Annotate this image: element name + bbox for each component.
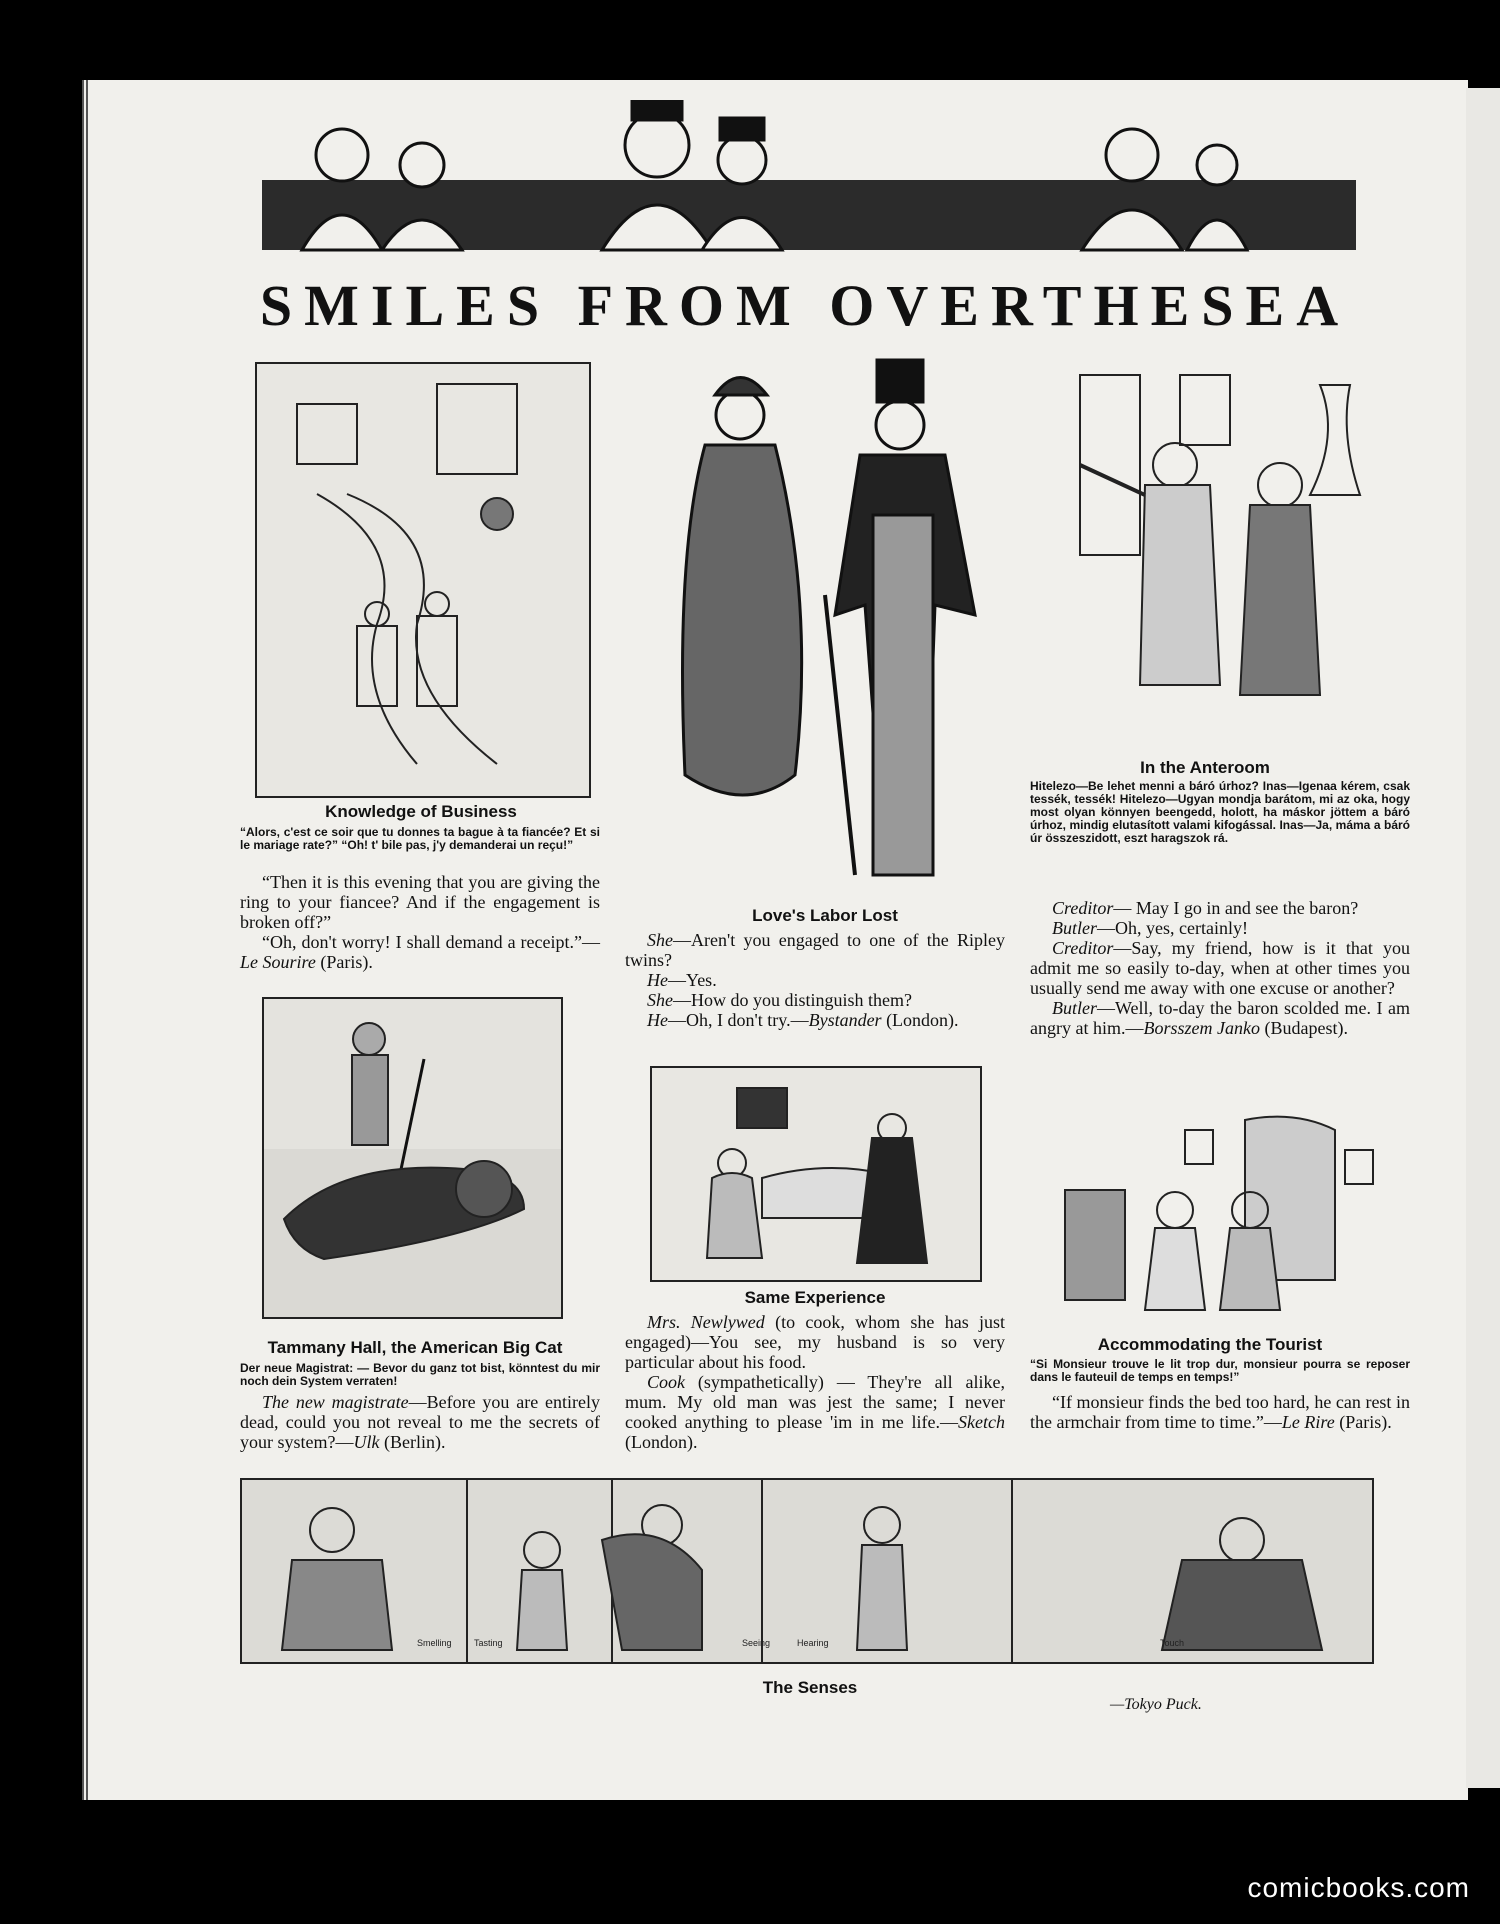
page-title: SMILES FROM OVERTHESEA (259, 273, 1351, 338)
header-figures (262, 100, 1356, 260)
tammany-line (240, 1392, 600, 1452)
anteroom-text-4: —Well, to-day the baron scolded me. I am angry at him.— (1030, 998, 1410, 1038)
love-line-1 (625, 930, 1005, 970)
love-speaker-4: He (647, 1010, 668, 1030)
loves-labor-lost-illustration (655, 355, 1000, 900)
senses-label-seeing: Seeing (742, 1638, 771, 1648)
love-text-2: —Yes. (668, 970, 717, 990)
loves-labor-caption: Love's Labor Lost (752, 906, 898, 925)
anteroom-source-place: (Budapest). (1259, 1018, 1348, 1038)
love-source: Bystander (808, 1010, 882, 1030)
same-line-2 (625, 1372, 1005, 1452)
tourist-text (1030, 1392, 1410, 1432)
tourist-source-place: (Paris). (1334, 1412, 1392, 1432)
anteroom-speaker-4: Butler (1052, 998, 1097, 1018)
tammany-illustration (262, 997, 563, 1319)
tourist-caption: Accommodating the Tourist (1097, 1335, 1323, 1354)
anteroom-foreign-text: Hitelezo—Be lehet menni a báró úrhoz? Inas—Igenaa kérem, csak tessék, tessék! Hitelezo—Ugyan mondja barátom, mi az oka, hogy most olyan könnyen beengedd, holott, ha máskor jöttem a báró úrhoz, mindig elutasított valami kifogással. Inas—Ja, máma a báró úr összeszidott, eszt haragszok rá. (1030, 779, 1410, 845)
love-line-3 (625, 990, 1005, 1010)
love-text-4: —Oh, I don't try.— (668, 1010, 809, 1030)
same-source-place: (London). (625, 1432, 698, 1452)
love-speaker-3: She (647, 990, 673, 1010)
knowledge-caption: Knowledge of Business (325, 802, 517, 821)
anteroom-line-2 (1030, 918, 1410, 938)
next-page-edge (1466, 88, 1500, 1788)
header-illustration (262, 100, 1356, 260)
anteroom-source: Borsszem Janko (1143, 1018, 1260, 1038)
tourist-illustration (1045, 1110, 1375, 1325)
site-watermark: comicbooks.com (1247, 1872, 1470, 1903)
the-senses-credit: —Tokyo Puck. (1110, 1696, 1202, 1713)
knowledge-source: Le Sourire (240, 952, 316, 972)
anteroom-text-1: — May I go in and see the baron? (1113, 898, 1359, 918)
love-text-3: —How do you distinguish them? (673, 990, 912, 1010)
knowledge-line-2 (240, 932, 600, 972)
anteroom-speaker-1: Creditor (1052, 898, 1114, 918)
anteroom-line-3 (1030, 938, 1410, 998)
anteroom-line-1 (1030, 898, 1410, 918)
senses-label-touch: Touch (1160, 1638, 1185, 1648)
same-experience-caption: Same Experience (744, 1288, 886, 1307)
anteroom-illustration (1070, 355, 1370, 755)
tourist-line (1030, 1392, 1410, 1432)
love-line-4 (625, 1010, 1005, 1030)
loves-labor-text (625, 930, 1005, 1030)
senses-label-hearing: Hearing (797, 1638, 829, 1648)
tourist-text-body: “If monsieur finds the bed too hard, he can rest in the armchair from time to time.”— (1030, 1392, 1410, 1432)
same-text-2: (sympathetically) — They're all alike, mum. My old man was jest the same; I never cooked anything to please 'im in me life.— (625, 1372, 1005, 1432)
same-experience-illustration (650, 1066, 982, 1282)
senses-label-tasting: Tasting (474, 1638, 503, 1648)
tammany-text-body: —Before you are entirely dead, could you not reveal to me the secrets of your system?— (240, 1392, 601, 1452)
anteroom-caption: In the Anteroom (1140, 758, 1270, 777)
same-speaker-1: Mrs. Newlywed (647, 1312, 765, 1332)
the-senses-caption: The Senses (762, 1678, 858, 1697)
anteroom-text (1030, 898, 1410, 1038)
knowledge-source-place: (Paris). (315, 952, 373, 972)
knowledge-line-1: “Then it is this evening that you are giving the ring to your fiancee? And if the engagement is broken off?” (240, 872, 600, 932)
same-speaker-2: Cook (647, 1372, 685, 1392)
tammany-text (240, 1392, 600, 1452)
knowledge-text-2: “Oh, don't worry! I shall demand a receipt.”— (262, 932, 600, 952)
knowledge-text (240, 872, 600, 972)
love-line-2 (625, 970, 1005, 990)
anteroom-line-4 (1030, 998, 1410, 1038)
love-speaker-1: She (647, 930, 673, 950)
same-source: Sketch (958, 1412, 1005, 1432)
anteroom-speaker-3: Creditor (1052, 938, 1114, 958)
love-source-place: (London). (881, 1010, 959, 1030)
anteroom-text-3: —Say, my friend, how is it that you admit me so easily to-day, when at other times you usually send me away with one excuse or another? (1030, 938, 1410, 998)
tammany-caption: Tammany Hall, the American Big Cat (267, 1338, 563, 1357)
senses-label-smelling: Smelling (417, 1638, 452, 1648)
love-text-1: —Aren't you engaged to one of the Ripley twins? (625, 930, 1005, 970)
tammany-foreign-text: Der neue Magistrat: — Bevor du ganz tot bist, könntest du mir noch dein System verraten! (240, 1361, 600, 1388)
tourist-foreign-text: “Si Monsieur trouve le lit trop dur, monsieur pourra se reposer dans le fauteuil de temps en temps!” (1030, 1357, 1410, 1384)
love-speaker-2: He (647, 970, 668, 990)
tammany-source: Ulk (353, 1432, 380, 1452)
same-experience-text (625, 1312, 1005, 1452)
same-text-1: (to cook, whom she has just engaged)—You see, my husband is so very particular about his food. (625, 1312, 1005, 1372)
anteroom-text-2: —Oh, yes, certainly! (1097, 918, 1248, 938)
same-line-1 (625, 1312, 1005, 1372)
knowledge-of-business-illustration (255, 362, 591, 798)
knowledge-foreign-text: “Alors, c'est ce soir que tu donnes ta bague à ta fiancée? Et si le mariage rate?” “Oh! t' bile pas, j'y demanderai un reçu!” (240, 825, 600, 852)
tammany-source-place: (Berlin). (379, 1432, 446, 1452)
the-senses-strip (240, 1478, 1374, 1664)
tourist-source: Le Rire (1281, 1412, 1335, 1432)
tammany-speaker: The new magistrate (262, 1392, 409, 1412)
anteroom-speaker-2: Butler (1052, 918, 1097, 938)
